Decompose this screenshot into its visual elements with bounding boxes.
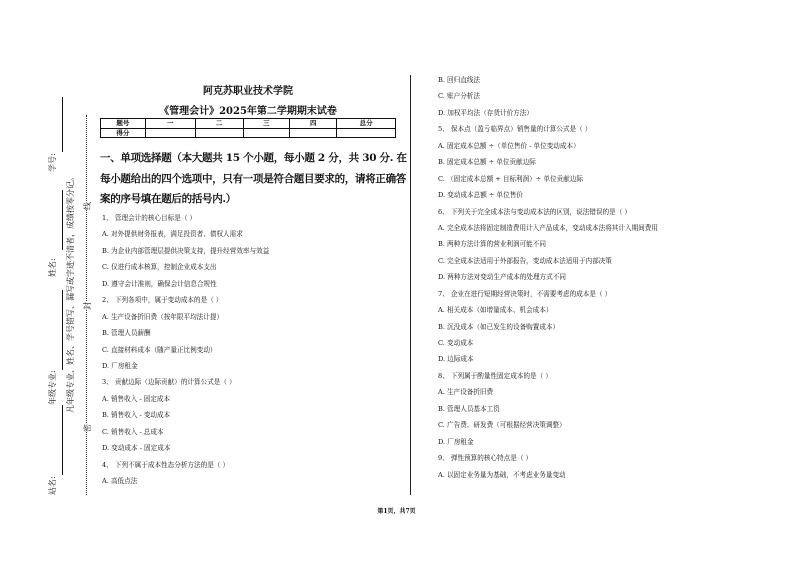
answer-option: A. 高低点法 (102, 477, 138, 485)
answer-option: D. 两种方法对变动生产成本的处理方式不同 (438, 273, 566, 282)
binding-line (62, 190, 63, 250)
score-cell (337, 128, 396, 138)
answer-option: C. 销售收入 - 总成本 (102, 427, 164, 436)
binding-notice: 凡年级专业、姓名、学号错写、漏写或字迹不清者，成绩按零分记。 (66, 173, 75, 413)
question-stem: 7、 企业在进行短期经营决策时，不需要考虑的成本是（ ） (438, 289, 612, 298)
left-question-column (102, 210, 269, 489)
score-table-header: 四 (290, 119, 337, 129)
answer-option: A. 完全成本法将固定制造费用计入产品成本，变动成本法将其计入期间费用 (438, 223, 658, 232)
answer-option: D. 厂房租金 (102, 361, 138, 370)
score-row-label: 得分 (101, 128, 146, 138)
seal-char-xian: 线 (81, 202, 95, 210)
question-stem: 1、 管理会计的核心目标是（ ） (102, 214, 197, 222)
score-table-header: 三 (243, 119, 290, 129)
answer-option: C. 仅进行成本核算，控制企业成本支出 (102, 263, 217, 272)
seal-char-mi: 密 (81, 424, 95, 432)
answer-option: C. 直接材料成本（随产量正比例变动） (102, 345, 217, 354)
question-stem: 3、 贡献边际（边际贡献）的计算公式是（ ） (102, 378, 236, 387)
answer-option: C. 完全成本法适用于外部报告，变动成本法适用于内部决策 (438, 256, 612, 265)
score-cell (195, 128, 243, 138)
score-table-header: 题号 (101, 119, 146, 129)
student-id-label: 学号: (48, 153, 57, 172)
answer-option: B. 固定成本总额 ÷ 单位贡献边际 (438, 158, 536, 167)
question-stem: 4、 下列不属于成本性态分析方法的是（ ） (102, 460, 230, 469)
right-question-column (438, 72, 658, 483)
question-stem: 9、 弹性预算的核心特点是（ ） (438, 454, 533, 463)
binding-line (62, 290, 63, 370)
name-label: 姓名: (48, 258, 57, 277)
column-divider (410, 75, 411, 495)
binding-line (62, 405, 63, 475)
answer-option: B. 回归直线法 (438, 76, 481, 84)
section-heading-line: 每小题给出的四个选项中，只有一项是符合题目要求的，请将正确答 (100, 172, 406, 185)
answer-option: B. 为企业内部管理层提供决策支持，提升经营效率与效益 (102, 246, 270, 255)
answer-option: A. 对外提供财务报表，满足投资者、债权人需求 (102, 230, 243, 239)
question-stem: 5、 保本点（盈亏临界点）销售量的计算公式是（ ） (438, 125, 592, 134)
score-table-header: 二 (195, 119, 243, 129)
answer-option: A. 以固定业务量为基础，不考虑业务量变动 (438, 470, 566, 479)
score-cell (243, 128, 290, 138)
answer-option: D. 厂房租金 (438, 437, 474, 446)
answer-option: C. 广告费、研发费（可根据经营决策调整） (438, 421, 566, 430)
exam-title: 《管理会计》2025年第二学期期末试卷 (159, 106, 337, 117)
answer-option: A. 生产设备折旧费（按年限平均法计提） (102, 312, 224, 321)
section-heading-line: 案的序号填在题后的括号内.） (100, 193, 236, 205)
answer-option: B. 两种方法计算的营业利润可能不同 (438, 240, 546, 249)
answer-option: A. 生产设备折旧费 (438, 388, 494, 397)
question-stem: 8、 下列属于酌量性固定成本的是（ ） (438, 371, 552, 380)
site-label: 站名: (48, 476, 57, 495)
score-table-header: 总分 (337, 119, 396, 129)
answer-option: D. 加权平均法（存货计价方法） (438, 108, 533, 117)
answer-option: A. 相关成本（如增量成本、机会成本） (438, 306, 553, 315)
answer-option: B. 销售收入 - 变动成本 (102, 411, 171, 420)
answer-option: D. 边际成本 (438, 355, 474, 364)
grade-major-label: 年级专业: (48, 370, 57, 405)
seal-char-feng: 封 (81, 302, 95, 310)
answer-option: B. 管理人员基本工资 (438, 404, 500, 413)
answer-option: C. 账户分析法 (438, 92, 480, 101)
answer-option: C. 变动成本 (438, 339, 474, 347)
section-heading (100, 148, 407, 210)
binding-line (62, 97, 63, 152)
score-table (100, 118, 396, 138)
answer-option: B. 管理人员薪酬 (102, 329, 151, 338)
answer-option: A. 销售收入 - 固定成本 (102, 394, 171, 403)
question-stem: 2、 下列各项中，属于变动成本的是（ ） (102, 296, 223, 305)
score-table-header: 一 (145, 119, 195, 129)
answer-option: A. 固定成本总额 ÷（单位售价 - 单位变动成本） (438, 141, 580, 150)
score-cell (290, 128, 337, 138)
answer-option: C. （固定成本总额 + 目标利润）÷ 单位贡献边际 (438, 174, 584, 183)
school-name: 阿克苏职业技术学院 (203, 86, 293, 97)
page-number: 第1页，共7页 (377, 508, 416, 515)
answer-option: D. 遵守会计准则，确保会计信息合规性 (102, 279, 217, 288)
answer-option: B. 沉没成本（如已发生的设备购置成本） (438, 322, 560, 331)
question-stem: 6、 下列关于完全成本法与变动成本法的区别，说法错误的是（ ） (438, 207, 632, 216)
answer-option: D. 变动成本总额 ÷ 单位售价 (438, 191, 523, 200)
score-cell (145, 128, 195, 138)
answer-option: D. 变动成本 - 固定成本 (102, 444, 171, 453)
section-heading-line: 一、单项选择题（本大题共 15 个小题，每小题 2 分，共 30 分. 在 (100, 152, 407, 164)
